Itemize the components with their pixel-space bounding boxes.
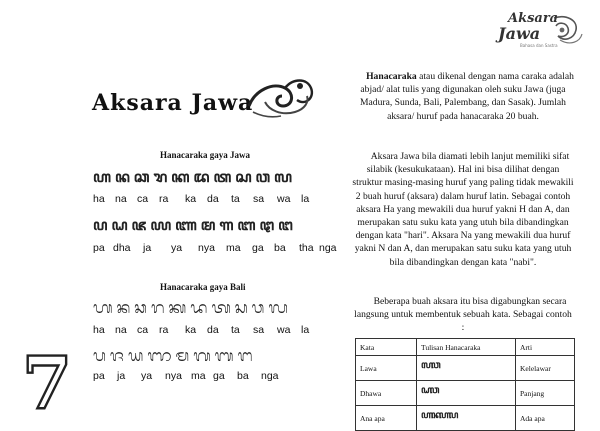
jawa-glyph-wa: ꦮ (255, 168, 270, 186)
bali-latin: ra (159, 324, 169, 336)
table-cell-kata: Dhawa (356, 381, 417, 406)
jawa-glyph-ra: ꦫ (153, 168, 167, 186)
jawa-latin: ba (274, 242, 286, 254)
table-cell-arti: Ada apa (516, 406, 575, 431)
table-row (356, 356, 575, 381)
bali-latin: sa (253, 324, 265, 336)
bali-glyph-ha: ᬳ (93, 298, 112, 317)
bali-latin: ha (93, 324, 105, 336)
jawa-latin: ya (171, 242, 183, 254)
jawa-glyph-dha: ꦝ (111, 216, 127, 234)
bali-glyph-ca: ᬘ (134, 298, 146, 317)
jawa-latin: na (115, 193, 127, 205)
jawa-latin: la (301, 193, 310, 205)
jawa-latin: ga (252, 242, 264, 254)
bali-glyph-nga: ᬗ (237, 346, 252, 365)
intro-text: atau dikenal dengan nama caraka adalah abjad/ alat tulis yang digunakan oleh suku Jawa (juga Madura, Sunda, Bali, Palembang, dan Sasak). Jumlah aksara/ huruf pada hanacaraka 20 buah. (360, 71, 574, 122)
bali-glyph-na: ᬦ (116, 298, 130, 317)
jawa-glyph-pa: ꦥ (93, 216, 107, 234)
bali-glyph-da: ᬤ (190, 298, 207, 317)
logo-word-1: Aksara (508, 11, 559, 26)
intro-bold-term: Hanacaraka (366, 71, 417, 82)
bali-latin: ta (231, 324, 240, 336)
jawa-glyph-ya: ꦪ (150, 216, 171, 234)
bali-latin: nya (165, 370, 182, 382)
table-cell-tulisan: ꦭꦮ (417, 356, 516, 381)
bali-glyph-row-1 (93, 296, 287, 325)
table-header-row (356, 339, 575, 356)
jawa-glyph-ba: ꦧ (237, 216, 255, 234)
jawa-latin: nga (319, 242, 337, 254)
bali-glyph-sa: ᬲ (234, 298, 247, 317)
table-row (356, 381, 575, 406)
jawa-latin: wa (277, 193, 291, 205)
bali-glyph-ya: ᬬ (128, 346, 143, 365)
bali-glyph-ma: ᬫ (175, 346, 189, 365)
logo-word-2: Jawa (498, 24, 541, 43)
bali-latin: ca (137, 324, 149, 336)
table-cell-kata: Lawa (356, 356, 417, 381)
jawa-glyph-ka: ꦏ (171, 168, 189, 186)
jawa-glyph-tha: ꦛ (259, 216, 274, 234)
page-number: 7 (22, 344, 73, 414)
table-cell-arti: Kelelawar (516, 356, 575, 381)
bali-glyph-la: ᬮ (268, 298, 287, 317)
jawa-glyph-ta: ꦠ (213, 168, 231, 186)
bali-heading: Hanacaraka gaya Bali (160, 282, 246, 292)
syllabic-text: Aksara Jawa bila diamati lebih lanjut memiliki sifat silabik (kesukukataan). Hal ini bisa dilihat dengan struktur masing-masing huruf yang paling tidak mewakili 2 buah huruf (aksara) dalam huruf latin. Sebagai contoh aksara Ha yang mewakili dua huruf yakni H dan A, dan merupakan satu suku kata yang utuh bila dibandingkan dengan kata "hari". Aksara Na yang mewakili dua huruf yakni N dan A, dan merupakan satu suku kata yang utuh bila dibandingkan dengan kata "nabi". (352, 151, 574, 268)
table-row (356, 406, 575, 431)
page-title: Aksara Jawa (92, 90, 254, 116)
table-header: Tulisan Hanacaraka (417, 339, 516, 356)
jawa-glyph-ma: ꦩ (200, 216, 215, 234)
bali-glyph-ra: ᬭ (150, 298, 164, 317)
jawa-glyph-ga: ꦒ (219, 216, 233, 234)
jawa-latin: nya (198, 242, 215, 254)
bali-latin: da (207, 324, 219, 336)
bali-latin: nga (261, 370, 279, 382)
table-cell-arti: Panjang (516, 381, 575, 406)
bali-latin: ma (191, 370, 206, 382)
bali-latin: ka (185, 324, 197, 336)
bali-glyph-pa: ᬧ (93, 346, 105, 365)
bali-glyph-ga: ᬕ (193, 346, 210, 365)
bali-glyph-ka: ᬓ (168, 298, 186, 317)
table-header: Arti (516, 339, 575, 356)
jawa-latin: ta (231, 193, 240, 205)
bali-glyph-ja: ᬚ (109, 346, 123, 365)
jawa-glyph-la: ꦭ (274, 168, 291, 186)
jawa-latin: ra (159, 193, 169, 205)
jawa-latin: ha (93, 193, 105, 205)
table-header: Kata (356, 339, 417, 356)
bali-latin: ja (117, 370, 126, 382)
jawa-latin: ka (185, 193, 197, 205)
bali-latin: na (115, 324, 127, 336)
jawa-glyph-nya: ꦚ (175, 216, 196, 234)
bali-latin: ga (213, 370, 225, 382)
bali-latin: pa (93, 370, 105, 382)
bali-latin: la (301, 324, 310, 336)
jawa-glyph-da: ꦢ (193, 168, 209, 186)
bali-glyph-nya: ᬜ (147, 346, 171, 365)
logo-tagline: Bahasa dan Sastra (520, 43, 558, 48)
intro-paragraph (352, 70, 574, 123)
bali-glyph-ta: ᬢ (211, 298, 230, 317)
jawa-latin: ma (226, 242, 241, 254)
jawa-latin-row-1 (93, 193, 321, 205)
bali-latin: wa (277, 324, 291, 336)
example-intro-paragraph (352, 295, 574, 335)
example-intro-text: Beberapa buah aksara itu bisa digabungkan secara langsung untuk membentuk sebuah kata. Sebagai contoh : (354, 296, 572, 334)
page-number-graphic (18, 344, 80, 414)
jawa-latin: dha (113, 242, 131, 254)
jawa-latin: sa (253, 193, 265, 205)
syllabic-paragraph (352, 150, 574, 269)
jawa-glyph-ja: ꦗ (131, 216, 146, 234)
bali-glyph-wa: ᬯ (251, 298, 264, 317)
bali-latin-row-1 (93, 324, 321, 336)
jawa-glyph-sa: ꦱ (235, 168, 251, 186)
jawa-latin: da (207, 193, 219, 205)
jawa-glyph-ca: ꦕ (133, 168, 149, 186)
jawa-glyph-na: ꦤ (114, 168, 129, 186)
jawa-glyph-row-1 (93, 165, 291, 196)
jawa-latin: ja (143, 242, 152, 254)
jawa-heading: Hanacaraka gaya Jawa (160, 150, 250, 160)
jawa-latin: tha (299, 242, 314, 254)
example-table (355, 338, 575, 431)
jawa-latin: pa (93, 242, 105, 254)
bali-glyph-row-2 (93, 344, 252, 373)
bali-latin-row-2 (93, 370, 285, 382)
bali-latin: ya (141, 370, 153, 382)
jawa-latin-row-2 (93, 242, 343, 254)
logo (494, 12, 584, 52)
table-cell-kata: Ana apa (356, 406, 417, 431)
title-ornament (245, 72, 315, 120)
jawa-glyph-ha: ꦲ (93, 168, 110, 186)
table-cell-tulisan: ꦲꦤꦲꦥ (417, 406, 516, 431)
bali-latin: ba (237, 370, 249, 382)
jawa-latin: ca (137, 193, 149, 205)
jawa-glyph-nga: ꦔ (278, 216, 292, 234)
table-cell-tulisan: ꦝꦮ (417, 381, 516, 406)
bali-glyph-ba: ᬩ (214, 346, 233, 365)
jawa-glyph-row-2 (93, 213, 292, 244)
